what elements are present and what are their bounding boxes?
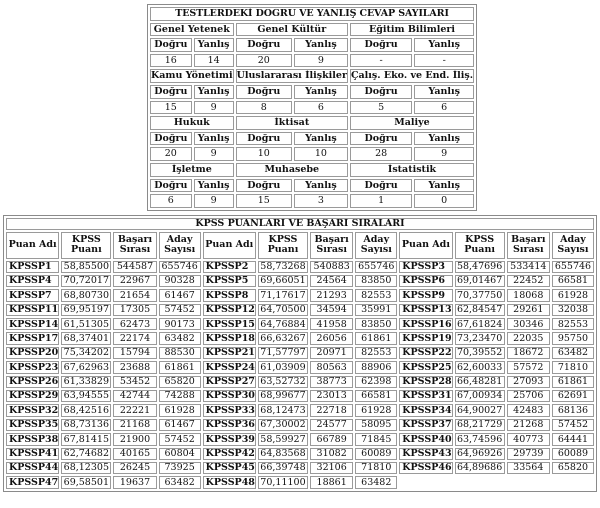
success-rank: 18861 [310, 476, 353, 488]
kpss-score: 73,23470 [455, 332, 505, 344]
candidate-count: 82553 [355, 347, 397, 359]
score-code: KPSSP37 [399, 419, 452, 431]
test-name: İstatistik [350, 163, 474, 177]
success-rank: 29739 [507, 448, 550, 460]
kpss-score: 71,57797 [258, 347, 308, 359]
score-code: KPSSP22 [399, 347, 452, 359]
kpss-score: 68,12473 [258, 404, 308, 416]
success-rank: 26056 [310, 332, 353, 344]
score-code: KPSSP19 [399, 332, 452, 344]
kpss-score: 64,96926 [455, 448, 505, 460]
candidate-count: 90328 [159, 275, 201, 287]
score-code: KPSSP23 [6, 361, 59, 373]
success-rank: 53452 [113, 376, 156, 388]
score-code: KPSSP2 [203, 261, 256, 273]
kpss-score-header: KPSS Puanı [258, 232, 308, 259]
kpss-score: 61,33829 [61, 376, 111, 388]
score-name-header: Puan Adı [6, 232, 59, 259]
correct-header: Doğru [236, 38, 292, 52]
kpss-score: 67,00934 [455, 390, 505, 402]
score-code: KPSSP48 [203, 476, 256, 488]
candidate-count: 88530 [159, 347, 201, 359]
candidate-count: 63482 [355, 476, 397, 488]
candidate-count: 57452 [159, 304, 201, 316]
answer-header-row [150, 132, 474, 146]
wrong-header: Yanlış [414, 38, 474, 52]
kpss-score: 67,62963 [61, 361, 111, 373]
kpss-header-row [6, 232, 594, 259]
kpss-score: 63,74596 [455, 433, 505, 445]
candidate-count: 61928 [159, 404, 201, 416]
candidate-count: 63482 [552, 347, 594, 359]
candidate-count: 90173 [159, 318, 201, 330]
success-rank: 30346 [507, 318, 550, 330]
kpss-score: 58,47696 [455, 261, 505, 273]
success-rank: 22174 [113, 332, 156, 344]
score-code: KPSSP4 [6, 275, 59, 287]
score-code: KPSSP12 [203, 304, 256, 316]
kpss-score: 58,85500 [61, 261, 111, 273]
kpss-score: 75,34202 [61, 347, 111, 359]
success-rank: 22221 [113, 404, 156, 416]
success-rank: 24577 [310, 419, 353, 431]
score-code: KPSSP36 [203, 419, 256, 431]
success-rank: 24564 [310, 275, 353, 287]
score-code: KPSSP11 [6, 304, 59, 316]
score-code: KPSSP1 [6, 261, 59, 273]
score-code: KPSSP24 [203, 361, 256, 373]
success-rank: 38773 [310, 376, 353, 388]
candidate-count: 71810 [552, 361, 594, 373]
score-name-header: Puan Adı [203, 232, 256, 259]
score-code: KPSSP20 [6, 347, 59, 359]
table-row [6, 433, 594, 445]
test-name: Muhasebe [236, 163, 348, 177]
kpss-score: 68,80730 [61, 289, 111, 301]
success-rank: 25706 [507, 390, 550, 402]
wrong-count: 0 [414, 194, 474, 208]
wrong-header: Yanlış [414, 85, 474, 99]
success-rank: 533414 [507, 261, 550, 273]
candidate-count: 35991 [355, 304, 397, 316]
answer-header-row [150, 85, 474, 99]
kpss-score: 68,12305 [61, 462, 111, 474]
success-rank: 18068 [507, 289, 550, 301]
table-row [6, 304, 594, 316]
test-name: Kamu Yönetimi [151, 70, 233, 82]
score-code: KPSSP26 [6, 376, 59, 388]
wrong-header: Yanlış [194, 85, 234, 99]
success-rank: 34594 [310, 304, 353, 316]
score-code: KPSSP39 [203, 433, 256, 445]
kpss-score: 62,84547 [455, 304, 505, 316]
success-rank: 540883 [310, 261, 353, 273]
success-rank: 31082 [310, 448, 353, 460]
candidate-count: 83850 [355, 318, 397, 330]
test-group-row [150, 163, 474, 177]
candidate-count: 63482 [159, 332, 201, 344]
score-code: KPSSP8 [203, 289, 256, 301]
table-row [6, 275, 594, 287]
success-rank: 21900 [113, 433, 156, 445]
candidate-count: 58095 [355, 419, 397, 431]
kpss-score: 68,21729 [455, 419, 505, 431]
score-code: KPSSP30 [203, 390, 256, 402]
score-code: KPSSP14 [6, 318, 59, 330]
success-rank: 22452 [507, 275, 550, 287]
kpss-score: 70,39552 [455, 347, 505, 359]
table-row [6, 476, 594, 488]
candidate-count: 64441 [552, 433, 594, 445]
candidate-count: 71845 [355, 433, 397, 445]
score-code: KPSSP28 [399, 376, 452, 388]
wrong-header: Yanlış [294, 85, 348, 99]
test-name: Uluslararası İlişkiler [236, 70, 347, 82]
success-rank: 23013 [310, 390, 353, 402]
candidate-count: 71810 [355, 462, 397, 474]
test-name: Çalış. Eko. ve End. İliş. [350, 70, 474, 82]
answer-counts-table [147, 4, 477, 211]
score-code: KPSSP15 [203, 318, 256, 330]
candidate-count: 61861 [159, 361, 201, 373]
score-code: KPSSP6 [399, 275, 452, 287]
correct-count: 16 [150, 54, 192, 68]
score-code: KPSSP46 [399, 462, 452, 474]
kpss-score: 63,94555 [61, 390, 111, 402]
wrong-header: Yanlış [194, 132, 234, 146]
wrong-count: - [414, 54, 474, 68]
candidate-count: 62691 [552, 390, 594, 402]
answer-value-row [150, 101, 474, 115]
correct-header: Doğru [150, 85, 192, 99]
wrong-header: Yanlış [294, 132, 348, 146]
kpss-score-header: KPSS Puanı [455, 232, 505, 259]
kpss-scores-table [3, 215, 597, 492]
table-row [6, 390, 594, 402]
wrong-header: Yanlış [194, 179, 234, 193]
kpss-score: 70,11100 [258, 476, 308, 488]
candidate-count: 655746 [159, 261, 201, 273]
success-rank: 33564 [507, 462, 550, 474]
kpss-score: 58,59927 [258, 433, 308, 445]
table-row [6, 462, 594, 474]
correct-count: 28 [350, 147, 412, 161]
correct-header: Doğru [150, 38, 192, 52]
candidate-count: 60089 [552, 448, 594, 460]
kpss-score-header: KPSS Puanı [61, 232, 111, 259]
candidate-count: 57452 [552, 419, 594, 431]
candidate-count: 61467 [159, 419, 201, 431]
score-code: KPSSP16 [399, 318, 452, 330]
wrong-header: Yanlış [294, 179, 348, 193]
wrong-header: Yanlış [294, 38, 348, 52]
candidate-count: 66581 [552, 275, 594, 287]
candidate-count: 655746 [552, 261, 594, 273]
kpss-score: 70,37750 [455, 289, 505, 301]
success-rank: 66789 [310, 433, 353, 445]
kpss-score: 64,90027 [455, 404, 505, 416]
candidate-count: 61861 [355, 332, 397, 344]
table-row [6, 289, 594, 301]
candidate-count: 95750 [552, 332, 594, 344]
kpss-score: 67,30002 [258, 419, 308, 431]
kpss-scores-title: KPSS PUANLARI VE BAŞARI SIRALARI [6, 218, 594, 230]
score-code: KPSSP29 [6, 390, 59, 402]
table-row [6, 376, 594, 388]
wrong-count: 9 [194, 101, 234, 115]
candidate-count-header: Aday Sayısı [159, 232, 201, 259]
success-rank: 544587 [113, 261, 156, 273]
test-name: İktisat [236, 116, 348, 130]
kpss-score: 64,83568 [258, 448, 308, 460]
kpss-score: 68,99677 [258, 390, 308, 402]
table-row [6, 448, 594, 460]
candidate-count: 73925 [159, 462, 201, 474]
correct-header: Doğru [350, 85, 412, 99]
candidate-count: 66581 [355, 390, 397, 402]
wrong-header: Yanlış [414, 132, 474, 146]
candidate-count: 88906 [355, 361, 397, 373]
answer-value-row [150, 194, 474, 208]
success-rank: 80563 [310, 361, 353, 373]
correct-count: 8 [236, 101, 292, 115]
score-code: KPSSP32 [6, 404, 59, 416]
score-code: KPSSP25 [399, 361, 452, 373]
table-row [6, 332, 594, 344]
success-rank: 18672 [507, 347, 550, 359]
candidate-count-header: Aday Sayısı [355, 232, 397, 259]
correct-header: Doğru [350, 38, 412, 52]
success-rank: 21293 [310, 289, 353, 301]
rank-header: Başarı Sırası [113, 232, 156, 259]
correct-count: 1 [350, 194, 412, 208]
success-rank: 17305 [113, 304, 156, 316]
wrong-count: 9 [194, 194, 234, 208]
score-code: KPSSP45 [203, 462, 256, 474]
correct-count: 20 [236, 54, 292, 68]
table-row [6, 419, 594, 431]
score-code: KPSSP42 [203, 448, 256, 460]
wrong-count: 6 [414, 101, 474, 115]
success-rank: 40773 [507, 433, 550, 445]
wrong-count: 9 [194, 147, 234, 161]
test-group-row [150, 23, 474, 37]
kpss-score: 67,61824 [455, 318, 505, 330]
correct-header: Doğru [236, 85, 292, 99]
candidate-count: 82553 [552, 318, 594, 330]
wrong-count: 10 [294, 147, 348, 161]
correct-count: 5 [350, 101, 412, 115]
answer-header-row [150, 38, 474, 52]
candidate-count: 61928 [552, 289, 594, 301]
correct-header: Doğru [350, 132, 412, 146]
success-rank: 15794 [113, 347, 156, 359]
candidate-count: 74288 [159, 390, 201, 402]
correct-count: 15 [150, 101, 192, 115]
kpss-score: 69,01467 [455, 275, 505, 287]
correct-header: Doğru [150, 179, 192, 193]
success-rank: 62473 [113, 318, 156, 330]
candidate-count-header: Aday Sayısı [552, 232, 594, 259]
score-code: KPSSP33 [203, 404, 256, 416]
success-rank: 22967 [113, 275, 156, 287]
success-rank: 40165 [113, 448, 156, 460]
score-code: KPSSP5 [203, 275, 256, 287]
success-rank: 27093 [507, 376, 550, 388]
candidate-count: 68136 [552, 404, 594, 416]
table-row [6, 318, 594, 330]
success-rank: 41958 [310, 318, 353, 330]
correct-header: Doğru [236, 132, 292, 146]
kpss-score: 67,81415 [61, 433, 111, 445]
score-code: KPSSP34 [399, 404, 452, 416]
candidate-count: 57452 [159, 433, 201, 445]
correct-count: - [350, 54, 412, 68]
success-rank: 32106 [310, 462, 353, 474]
candidate-count: 61928 [355, 404, 397, 416]
kpss-score: 68,42516 [61, 404, 111, 416]
kpss-score: 62,74682 [61, 448, 111, 460]
score-code: KPSSP9 [399, 289, 452, 301]
candidate-count: 83850 [355, 275, 397, 287]
score-code: KPSSP35 [6, 419, 59, 431]
test-name: Genel Kültür [236, 23, 348, 37]
table-row [6, 261, 594, 273]
success-rank: 26245 [113, 462, 156, 474]
candidate-count: 61467 [159, 289, 201, 301]
correct-count: 15 [236, 194, 292, 208]
kpss-score: 66,39748 [258, 462, 308, 474]
kpss-score: 61,03909 [258, 361, 308, 373]
wrong-count: 6 [294, 101, 348, 115]
correct-count: 10 [236, 147, 292, 161]
rank-header: Başarı Sırası [507, 232, 550, 259]
success-rank: 20971 [310, 347, 353, 359]
candidate-count: 61861 [552, 376, 594, 388]
rank-header: Başarı Sırası [310, 232, 353, 259]
candidate-count: 82553 [355, 289, 397, 301]
kpss-score: 58,73268 [258, 261, 308, 273]
score-code: KPSSP13 [399, 304, 452, 316]
score-code: KPSSP40 [399, 433, 452, 445]
test-group-row [150, 69, 474, 83]
kpss-score: 69,66051 [258, 275, 308, 287]
kpss-score: 64,89686 [455, 462, 505, 474]
candidate-count: 32038 [552, 304, 594, 316]
kpss-score: 68,73136 [61, 419, 111, 431]
kpss-score: 66,63267 [258, 332, 308, 344]
test-name: Genel Yetenek [150, 23, 234, 37]
test-name: Eğitim Bilimleri [350, 23, 474, 37]
answer-value-row [150, 147, 474, 161]
table-row [6, 347, 594, 359]
wrong-count: 3 [294, 194, 348, 208]
wrong-count: 9 [294, 54, 348, 68]
score-name-header: Puan Adı [399, 232, 452, 259]
correct-count: 6 [150, 194, 192, 208]
wrong-count: 14 [194, 54, 234, 68]
answer-value-row [150, 54, 474, 68]
success-rank: 42483 [507, 404, 550, 416]
kpss-score: 64,76884 [258, 318, 308, 330]
score-code: KPSSP31 [399, 390, 452, 402]
success-rank: 21654 [113, 289, 156, 301]
test-name: Hukuk [150, 116, 234, 130]
table-row [6, 361, 594, 373]
test-name: İşletme [150, 163, 234, 177]
success-rank: 21168 [113, 419, 156, 431]
candidate-count: 65820 [552, 462, 594, 474]
test-group-row [150, 116, 474, 130]
score-code: KPSSP18 [203, 332, 256, 344]
kpss-score: 69,95197 [61, 304, 111, 316]
wrong-header: Yanlış [194, 38, 234, 52]
kpss-score: 62,60033 [455, 361, 505, 373]
correct-header: Doğru [236, 179, 292, 193]
score-code: KPSSP27 [203, 376, 256, 388]
candidate-count: 60089 [355, 448, 397, 460]
kpss-score: 64,70500 [258, 304, 308, 316]
score-code: KPSSP3 [399, 261, 452, 273]
score-code: KPSSP44 [6, 462, 59, 474]
success-rank: 42744 [113, 390, 156, 402]
kpss-score: 71,17617 [258, 289, 308, 301]
score-code: KPSSP41 [6, 448, 59, 460]
answer-counts-title: TESTLERDEKİ DOĞRU VE YANLIŞ CEVAP SAYILARI [150, 7, 474, 21]
kpss-score: 61,51305 [61, 318, 111, 330]
kpss-score: 63,52732 [258, 376, 308, 388]
kpss-score: 70,72017 [61, 275, 111, 287]
candidate-count: 60804 [159, 448, 201, 460]
score-code: KPSSP17 [6, 332, 59, 344]
score-code: KPSSP21 [203, 347, 256, 359]
correct-header: Doğru [350, 179, 412, 193]
kpss-score: 68,37401 [61, 332, 111, 344]
kpss-score: 69,58501 [61, 476, 111, 488]
candidate-count: 655746 [355, 261, 397, 273]
kpss-score: 66,48281 [455, 376, 505, 388]
answer-header-row [150, 179, 474, 193]
score-code: KPSSP7 [6, 289, 59, 301]
candidate-count: 62398 [355, 376, 397, 388]
success-rank: 57572 [507, 361, 550, 373]
correct-header: Doğru [150, 132, 192, 146]
score-code: KPSSP47 [6, 476, 59, 488]
score-code: KPSSP43 [399, 448, 452, 460]
wrong-header: Yanlış [414, 179, 474, 193]
candidate-count: 65820 [159, 376, 201, 388]
test-name: Maliye [350, 116, 474, 130]
success-rank: 22718 [310, 404, 353, 416]
success-rank: 22035 [507, 332, 550, 344]
score-code: KPSSP38 [6, 433, 59, 445]
correct-count: 20 [150, 147, 192, 161]
candidate-count: 63482 [159, 476, 201, 488]
table-row [6, 404, 594, 416]
success-rank: 29261 [507, 304, 550, 316]
success-rank: 21268 [507, 419, 550, 431]
success-rank: 19637 [113, 476, 156, 488]
success-rank: 23688 [113, 361, 156, 373]
wrong-count: 9 [414, 147, 474, 161]
